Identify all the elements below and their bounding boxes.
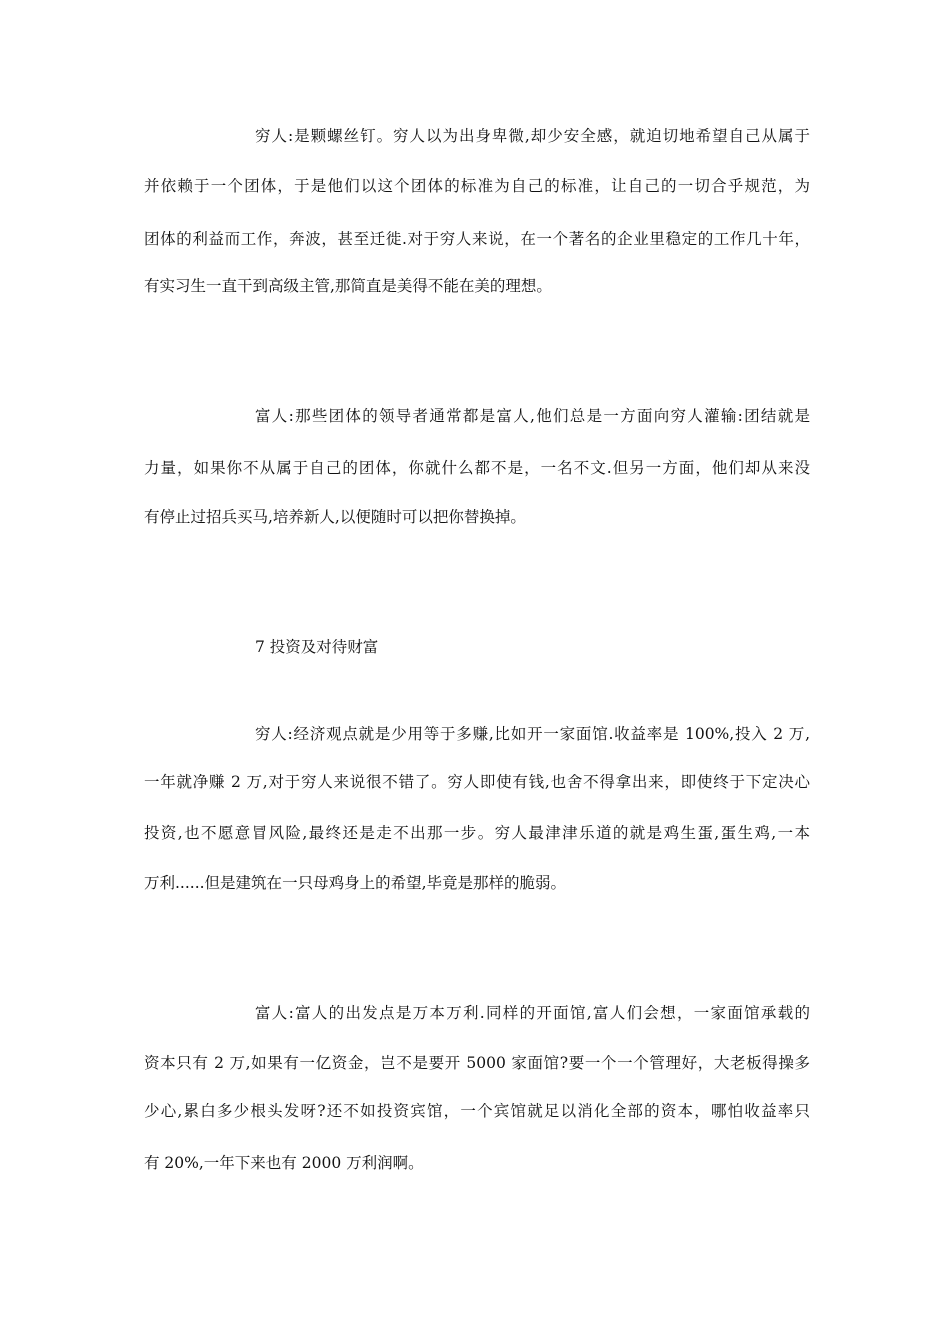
paragraph-4-line-1: 富人:富人的出发点是万本万利.同样的开面馆,富人们会想，一家面馆承载的 [255, 1004, 810, 1022]
paragraph-1-line-1: 穷人:是颗螺丝钉。穷人以为出身卑微,却少安全感，就迫切地希望自己从属于 [255, 127, 810, 145]
paragraph-1-line-2: 并依赖于一个团体，于是他们以这个团体的标准为自己的标准，让自己的一切合乎规范，为 [144, 177, 810, 195]
paragraph-3-line-1: 穷人:经济观点就是少用等于多赚,比如开一家面馆.收益率是 100%,投入 2 万, [255, 725, 810, 743]
paragraph-1-line-4: 有实习生一直干到高级主管,那简直是美得不能在美的理想。 [144, 277, 552, 295]
paragraph-3-line-3: 投资,也不愿意冒风险,最终还是走不出那一步。穷人最津津乐道的就是鸡生蛋,蛋生鸡,一本 [144, 824, 810, 842]
section-heading: 7 投资及对待财富 [255, 638, 379, 656]
paragraph-4-line-2: 资本只有 2 万,如果有一亿资金，岂不是要开 5000 家面馆?要一个一个管理好，大老板得操多 [144, 1054, 810, 1072]
paragraph-4-line-4: 有 20%,一年下来也有 2000 万利润啊。 [144, 1154, 424, 1172]
paragraph-2-line-2: 力量，如果你不从属于自己的团体，你就什么都不是，一名不文.但另一方面，他们却从来没 [144, 459, 810, 477]
paragraph-4-line-3: 少心,累白多少根头发呀?还不如投资宾馆，一个宾馆就足以消化全部的资本，哪怕收益率只 [144, 1102, 810, 1120]
paragraph-3-line-2: 一年就净赚 2 万,对于穷人来说很不错了。穷人即使有钱,也舍不得拿出来，即使终于下定决心 [144, 773, 810, 791]
paragraph-1-line-3: 团体的利益而工作，奔波，甚至迁徙.对于穷人来说，在一个著名的企业里稳定的工作几十年， [144, 230, 810, 248]
paragraph-2-line-3: 有停止过招兵买马,培养新人,以便随时可以把你替换掉。 [144, 508, 526, 526]
paragraph-3-line-4: 万利......但是建筑在一只母鸡身上的希望,毕竟是那样的脆弱。 [144, 874, 566, 892]
paragraph-2-line-1: 富人:那些团体的领导者通常都是富人,他们总是一方面向穷人灌输:团结就是 [255, 407, 810, 425]
